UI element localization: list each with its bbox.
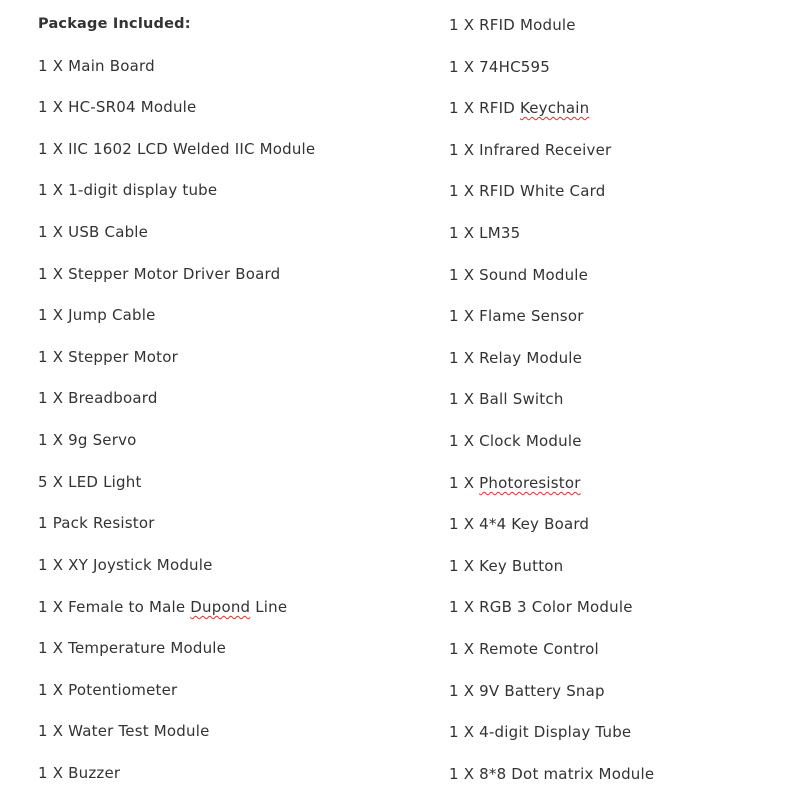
list-item: 1 X Temperature Module	[38, 639, 227, 657]
list-item-photoresistor	[449, 473, 581, 493]
list-item: 1 X 4-digit Display Tube	[449, 723, 632, 741]
list-item: 1 X 74HC595	[449, 58, 551, 76]
list-item: 1 X LM35	[449, 224, 521, 242]
list-item-text: Line	[250, 598, 288, 616]
list-item-text: 1 X Female to Male	[38, 598, 191, 616]
list-item: 1 X USB Cable	[38, 223, 149, 241]
list-item: 1 X Water Test Module	[38, 722, 210, 740]
list-item: 1 X Stepper Motor	[38, 348, 178, 366]
list-item: 1 X Relay Module	[449, 349, 583, 367]
list-item: 1 X HC-SR04 Module	[38, 98, 197, 116]
list-item: 1 X 8*8 Dot matrix Module	[449, 765, 655, 783]
list-item: 1 X Buzzer	[38, 764, 121, 782]
list-item: 1 X IIC 1602 LCD Welded IIC Module	[38, 140, 316, 158]
spellcheck-flagged-word: Keychain	[519, 99, 590, 117]
list-item-text: 1 X RFID	[449, 99, 520, 117]
list-item: 1 X RFID Module	[449, 16, 576, 34]
list-item: 1 X Infrared Receiver	[449, 141, 612, 159]
list-item: 1 X Key Button	[449, 557, 564, 575]
list-item-keychain	[449, 98, 589, 118]
package-heading: Package Included:	[38, 16, 191, 32]
list-item: 1 X Stepper Motor Driver Board	[38, 265, 281, 283]
list-item: 1 X Sound Module	[449, 266, 589, 284]
list-item: 1 X RFID White Card	[449, 182, 606, 200]
list-item-text: 1 X	[449, 474, 480, 492]
list-item: 1 X Potentiometer	[38, 681, 178, 699]
spellcheck-flagged-word: Photoresistor	[479, 474, 581, 492]
list-item: 1 X XY Joystick Module	[38, 556, 213, 574]
list-item: 1 X 9V Battery Snap	[449, 682, 605, 700]
list-item: 1 X 9g Servo	[38, 431, 137, 449]
spellcheck-flagged-word: Dupond	[190, 598, 251, 616]
list-item: 1 X Main Board	[38, 57, 155, 75]
list-item-female-line	[38, 597, 287, 617]
list-item: 1 X Ball Switch	[449, 390, 564, 408]
list-item: 1 Pack Resistor	[38, 514, 155, 532]
list-item: 1 X 1-digit display tube	[38, 181, 218, 199]
list-item: 1 X 4*4 Key Board	[449, 515, 590, 533]
list-item: 1 X Breadboard	[38, 389, 158, 407]
list-item: 5 X LED Light	[38, 473, 142, 491]
list-item: 1 X Flame Sensor	[449, 307, 584, 325]
list-item: 1 X Clock Module	[449, 432, 582, 450]
list-item: 1 X Remote Control	[449, 640, 599, 658]
list-item: 1 X Jump Cable	[38, 306, 156, 324]
list-item: 1 X RGB 3 Color Module	[449, 598, 633, 616]
